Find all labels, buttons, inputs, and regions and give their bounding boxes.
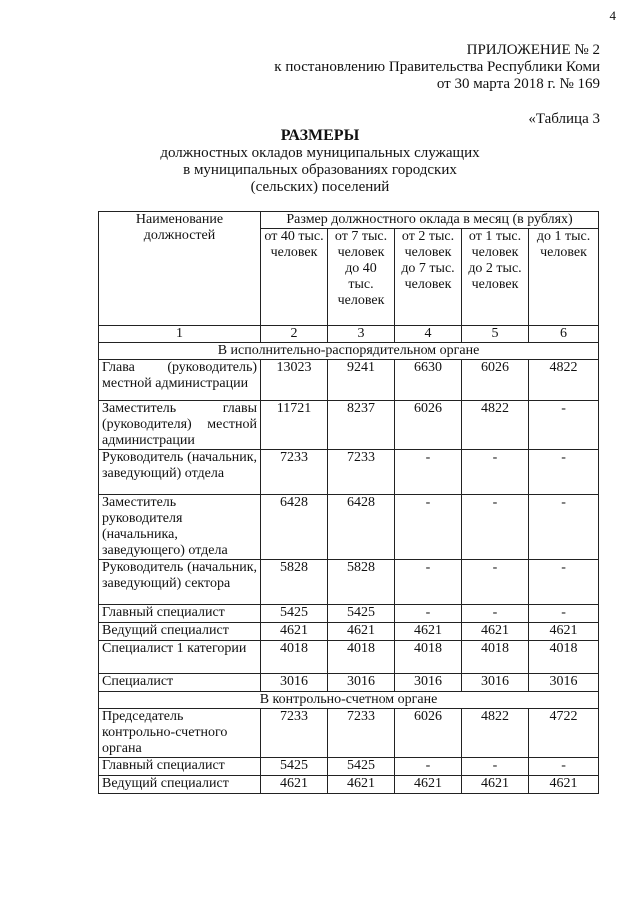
table-row: [99, 776, 599, 794]
salary-value: 4621: [261, 623, 328, 641]
salary-value: 6026: [395, 709, 462, 758]
salary-value: 6630: [395, 360, 462, 401]
heading-line-3: (сельских) поселений: [250, 179, 390, 195]
subheader-over-40k: от 40 тыс. человек: [261, 229, 328, 326]
salary-table: [98, 211, 599, 794]
salary-value: 3016: [328, 674, 395, 692]
salary-value: -: [462, 495, 529, 560]
salary-value: -: [395, 605, 462, 623]
salary-value: 6026: [462, 360, 529, 401]
position-name: Заместитель главы (руководителя) местной администрации: [99, 401, 261, 450]
salary-value: 4621: [328, 776, 395, 794]
table-row: [99, 709, 599, 758]
heading-title: РАЗМЕРЫ: [280, 127, 360, 144]
salary-value: 11721: [261, 401, 328, 450]
table-row: [99, 605, 599, 623]
position-name: Глава (руководитель) местной администрации: [99, 360, 261, 401]
header-salary: Размер должностного оклада в месяц (в рублях): [261, 212, 599, 229]
salary-value: -: [395, 560, 462, 605]
appendix-resolution: к постановлению Правительства Республики Коми: [274, 59, 600, 75]
table-row: [99, 450, 599, 495]
salary-value: 4018: [462, 641, 529, 674]
column-number: 4: [395, 326, 462, 343]
salary-value: 7233: [261, 450, 328, 495]
salary-value: 3016: [395, 674, 462, 692]
salary-value: 4621: [261, 776, 328, 794]
salary-value: 3016: [261, 674, 328, 692]
header-position: Наименование должностей: [99, 212, 261, 326]
salary-value: 5425: [261, 758, 328, 776]
section-title: В исполнительно-распорядительном органе: [99, 343, 599, 360]
salary-value: 4822: [529, 360, 599, 401]
salary-value: 7233: [328, 709, 395, 758]
salary-value: 4621: [462, 623, 529, 641]
subheader-2k-7k: от 2 тыс. человек до 7 тыс. человек: [395, 229, 462, 326]
position-name: Главный специалист: [99, 758, 261, 776]
table-row: [99, 560, 599, 605]
column-number: 2: [261, 326, 328, 343]
salary-value: 4621: [462, 776, 529, 794]
position-name: Главный специалист: [99, 605, 261, 623]
table-row: [99, 401, 599, 450]
salary-value: -: [395, 495, 462, 560]
appendix-header: [274, 42, 600, 93]
salary-value: 4018: [529, 641, 599, 674]
table-row: [99, 674, 599, 692]
subheader-7k-40k: от 7 тыс. человек до 40 тыс. человек: [328, 229, 395, 326]
salary-value: -: [395, 758, 462, 776]
salary-value: -: [529, 401, 599, 450]
salary-value: 4621: [395, 623, 462, 641]
salary-value: 13023: [261, 360, 328, 401]
salary-value: 4722: [529, 709, 599, 758]
salary-value: 6428: [261, 495, 328, 560]
salary-value: -: [529, 758, 599, 776]
appendix-title: ПРИЛОЖЕНИЕ № 2: [466, 42, 600, 58]
heading-line-2: в муниципальных образованиях городских: [183, 162, 457, 178]
table-label: «Таблица 3: [528, 111, 600, 127]
salary-value: 5425: [261, 605, 328, 623]
salary-value: 7233: [261, 709, 328, 758]
position-name: Руководитель (начальник, заведующий) отдела: [99, 450, 261, 495]
salary-value: 5425: [328, 758, 395, 776]
appendix-date: от 30 марта 2018 г. № 169: [436, 76, 600, 92]
salary-value: 7233: [328, 450, 395, 495]
table-row: [99, 758, 599, 776]
salary-value: 4822: [462, 709, 529, 758]
salary-value: 4621: [529, 776, 599, 794]
column-number: 5: [462, 326, 529, 343]
section-row: [99, 343, 599, 360]
salary-value: 3016: [462, 674, 529, 692]
position-name: Специалист: [99, 674, 261, 692]
position-name: Специалист 1 категории: [99, 641, 261, 674]
salary-value: 9241: [328, 360, 395, 401]
salary-value: 4018: [328, 641, 395, 674]
salary-value: 5425: [328, 605, 395, 623]
salary-value: -: [462, 605, 529, 623]
salary-value: 4018: [395, 641, 462, 674]
salary-value: 4018: [261, 641, 328, 674]
column-number: 3: [328, 326, 395, 343]
salary-value: -: [529, 560, 599, 605]
position-name: Руководитель (начальник, заведующий) сектора: [99, 560, 261, 605]
salary-value: -: [395, 450, 462, 495]
salary-value: 5828: [261, 560, 328, 605]
position-name: Ведущий специалист: [99, 776, 261, 794]
table-row: [99, 641, 599, 674]
salary-value: 5828: [328, 560, 395, 605]
salary-value: -: [529, 450, 599, 495]
table-row: [99, 623, 599, 641]
position-name: Председатель контрольно-счетного органа: [99, 709, 261, 758]
salary-value: 6026: [395, 401, 462, 450]
salary-value: 4621: [529, 623, 599, 641]
column-number: 6: [529, 326, 599, 343]
section-row: [99, 692, 599, 709]
column-number: 1: [99, 326, 261, 343]
salary-value: 8237: [328, 401, 395, 450]
table-header-row: [99, 212, 599, 229]
salary-value: 6428: [328, 495, 395, 560]
salary-value: 3016: [529, 674, 599, 692]
salary-value: -: [529, 605, 599, 623]
salary-value: 4621: [328, 623, 395, 641]
column-number-row: [99, 326, 599, 343]
page-number: 4: [609, 8, 616, 23]
salary-value: -: [462, 560, 529, 605]
subheader-1k-2k: от 1 тыс. человек до 2 тыс. человек: [462, 229, 529, 326]
table-row: [99, 495, 599, 560]
section-title: В контрольно-счетном органе: [99, 692, 599, 709]
table-row: [99, 360, 599, 401]
subheader-under-1k: до 1 тыс. человек: [529, 229, 599, 326]
salary-value: -: [529, 495, 599, 560]
heading-line-1: должностных окладов муниципальных служащих: [160, 145, 480, 161]
salary-value: -: [462, 450, 529, 495]
salary-value: 4621: [395, 776, 462, 794]
salary-value: -: [462, 758, 529, 776]
document-heading: [0, 127, 640, 196]
salary-value: 4822: [462, 401, 529, 450]
position-name: Заместитель руководителя (начальника, заведующего) отдела: [99, 495, 261, 560]
position-name: Ведущий специалист: [99, 623, 261, 641]
